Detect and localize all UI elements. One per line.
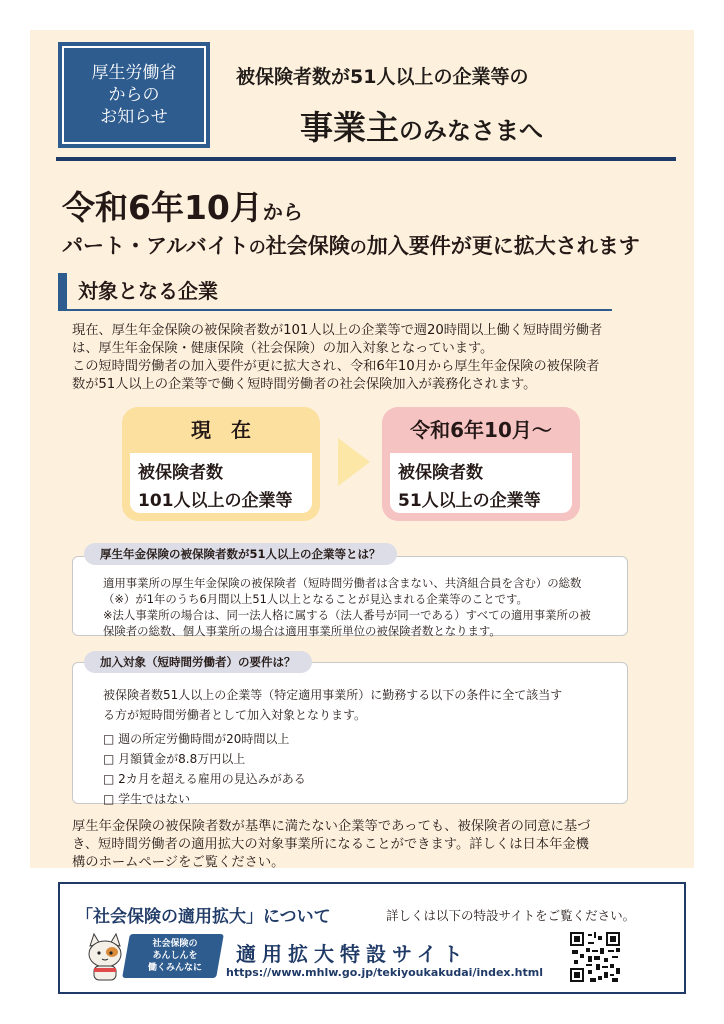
future-card-title: 令和6年10月～ [410, 418, 552, 442]
future-card-line-2: 51人以上の企業等 [398, 491, 541, 511]
requirements-intro-line: 被保険者数51人以上の企業等（特定適用事業所）に勤務する以下の条件に全て該当す [103, 688, 563, 702]
current-card-line-2: 101人以上の企業等 [138, 491, 293, 511]
definition-line: 保険者の総数、個人事業所の場合は適用事業所単位の被保険者数となります。 [103, 624, 501, 638]
date-small: から [262, 200, 303, 224]
footer-instruction: 詳しくは以下の特設サイトをご覧ください。 [386, 908, 636, 923]
ministry-notice-box [58, 42, 210, 148]
header-title [300, 102, 543, 149]
header-divider [56, 157, 676, 161]
intro-line: この短時間労働者の加入要件が更に拡大され、令和6年10月から厚生年金保険の被保険者 [72, 359, 600, 374]
expand-part2: 社会保険 [265, 234, 350, 258]
notice-line-1: 厚生労働省 [91, 63, 177, 83]
header-title-small: のみなさまへ [399, 117, 543, 145]
date-big: 令和6年10月 [62, 188, 263, 227]
expand-particle2: の [349, 238, 367, 258]
future-requirement-card [382, 407, 580, 521]
current-card-title: 現 在 [191, 418, 251, 442]
requirement-checkbox-item: □ 2カ月を超える雇用の見込みがある [103, 772, 306, 786]
requirements-checklist [103, 729, 627, 809]
expand-part3: 加入要件が更に拡大されます [366, 234, 640, 258]
arrow-right-icon [338, 438, 370, 486]
note-paragraph [72, 818, 662, 872]
expansion-heading [62, 230, 640, 260]
cat-mascot-icon [82, 932, 128, 982]
note-line: 構のホームページをご覧ください。 [72, 855, 285, 870]
intro-line: 数が51人以上の企業等で働く短時間労働者の社会保険加入が義務化されます。 [72, 377, 537, 392]
definition-box [72, 556, 628, 636]
notice-line-3: お知らせ [100, 107, 168, 127]
future-card-line-1: 被保険者数 [398, 463, 483, 483]
mascot-banner [82, 930, 222, 984]
notice-line-2: からの [108, 85, 160, 105]
footer-heading: 「社会保険の適用拡大」について [76, 907, 331, 927]
definition-tag: 厚生年金保険の被保険者数が51人以上の企業等とは？ [84, 543, 397, 565]
section-heading-bar [58, 273, 67, 309]
requirements-intro-line: る方が短時間労働者として加入対象となります。 [103, 708, 367, 722]
footer-info-box [58, 882, 686, 994]
definition-line: （※）が1年のうち6月間以上51人以上となることが見込まれる企業等のことです。 [103, 592, 528, 606]
expand-part1: パート・アルバイト [62, 234, 249, 258]
expand-particle1: の [248, 238, 266, 258]
requirements-box [72, 662, 628, 804]
intro-line: 現在、厚生年金保険の被保険者数が101人以上の企業等で週20時間以上働く短時間労働者 [72, 323, 603, 338]
banner-line-2: あんしんを [152, 951, 198, 961]
banner-line-1: 社会保険の [152, 939, 198, 949]
section-underline [58, 309, 612, 311]
header-subtitle: 被保険者数が51人以上の企業等の [236, 66, 529, 88]
qr-code-icon[interactable] [570, 932, 620, 982]
intro-paragraph [72, 322, 662, 394]
note-line: 厚生年金保険の被保険者数が基準に満たない企業等であっても、被保険者の同意に基づ [72, 819, 591, 834]
special-site-title: 適用拡大特設サイト [236, 942, 469, 966]
note-line: き、短時間労働者の適用拡大の対象事業所になることができます。詳しくは日本年金機 [72, 837, 589, 852]
header-title-big: 事業主 [300, 108, 399, 147]
definition-line: ※法人事業所の場合は、同一法人格に属する（法人番号が同一である）すべての適用事業所の被 [103, 608, 591, 622]
requirements-tag: 加入対象（短時間労働者）の要件は？ [84, 651, 312, 673]
current-requirement-card [122, 407, 320, 521]
current-card-body [130, 453, 312, 513]
banner-line-3: 働くみんなに [147, 963, 202, 973]
banner-text [132, 938, 218, 974]
ministry-notice-inner [62, 46, 206, 144]
current-card-line-1: 被保険者数 [138, 463, 223, 483]
requirement-checkbox-item: □ 週の所定労働時間が20時間以上 [103, 732, 290, 746]
requirement-checkbox-item: □ 月額賃金が8.8万円以上 [103, 752, 246, 766]
definition-line: 適用事業所の厚生年金保険の被保険者（短時間労働者は含まない、共済組合員を含む）の総数 [103, 576, 582, 590]
special-site-url[interactable]: https://www.mhlw.go.jp/tekiyoukakudai/index.html [226, 966, 544, 979]
section-heading [58, 273, 218, 309]
requirement-checkbox-item: □ 学生ではない [103, 792, 191, 806]
effective-date-heading [62, 182, 303, 229]
section-heading-text: 対象となる企業 [78, 279, 218, 303]
future-card-body [390, 453, 572, 513]
intro-line: は、厚生年金保険・健康保険（社会保険）の加入対象となっています。 [72, 341, 494, 356]
